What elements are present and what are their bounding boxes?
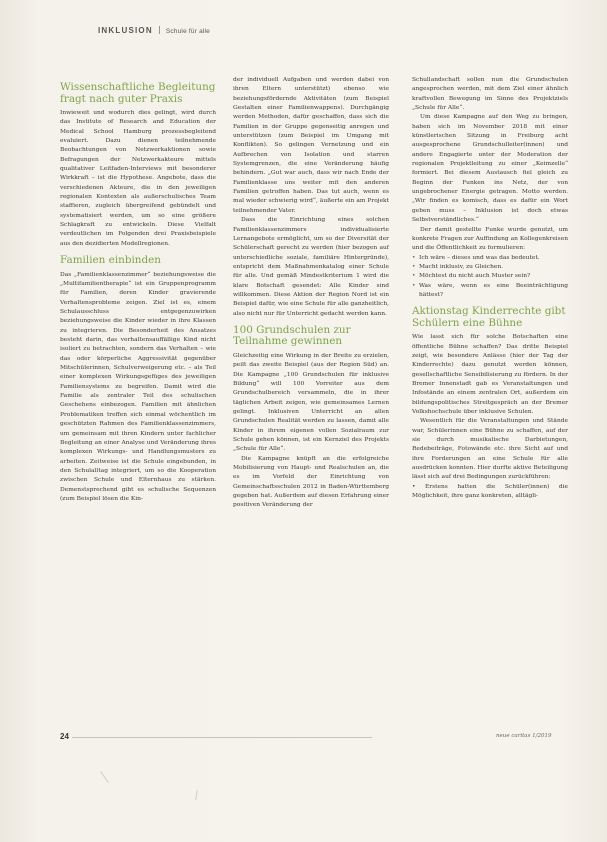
running-header: [98, 26, 210, 35]
question-list: [412, 254, 568, 301]
page-number: 24: [60, 732, 69, 741]
list-item: • Ich wäre – dieses und was das bedeutet.: [412, 254, 568, 263]
list-item: • Was wäre, wenn es eine Beeinträchtigung hättest?: [412, 282, 568, 301]
heading-scientific-support: Wissenschaftliche Begleitung fragt nach guter Praxis: [60, 81, 216, 105]
paragraph: • Erstens hatten die Schüler(innen) die Möglichkeit, ihre ganz konkreten, alltägli-: [412, 483, 568, 500]
column-2: [233, 76, 389, 511]
list-item: • Macht inklusiv, zu Gleichen.: [412, 263, 568, 272]
paragraph: Um diese Kampagne auf den Weg zu bringen, haben sich im November 2018 mit einer künstlerischen Sitzung in Freiburg acht ausgesprochene Grundschulleiter(innen) und andere Engagierte unter der Moderation der regionalen Projektleitung zu einer „Keimzelle“ formiert. Bei diesem Austausch fiel gleich zu Beginn der Funken ins Netz, der von ungebrochener Energie getragen. Motto werden. „Wir finden es komisch, dass es dafür ein Wort geben muss – Inklusion ist doch etwas Selbstverständliches.“: [412, 114, 568, 224]
paragraph: Inwieweit und wodurch dies gelingt, wird durch das Institute of Research and Education der Medical School Hamburg prozessbegleitend evaluiert. Dazu dienen teilnehmende Beobachtungen von Netzwerkaktionen sowie Befragungen der Netzwerkakteure mittels qualitativer Leitfaden-Interviews mit besonderer Wirkkraft – ist die Hypothese. Angebote, dass die verschiedenen Akteure, die in den jeweiligen regionalen Kontexten als außerschulisches Team staffieren, zugleich übergreifend gebündelt und systematisiert werden, um so eine größere Schlagkraft zu entwickeln. Diese Vielfalt verdeutlichen im Folgenden drei Praxisbeispiele aus den dezidierten Modellregionen.: [60, 110, 216, 247]
magazine-issue: neue caritas 1/2019: [496, 733, 552, 739]
heading-involve-families: Familien einbinden: [60, 254, 161, 267]
paragraph: Wie lasst sich für solche Botschaften eine öffentliche Bühne schaffen? Das dritte Beispiel zeigt, wie besondere Anlässe (hier der Tag der Kinderrechte) dazu genutzt werden können, gesellschaftliche Sensibilisierung zu fördern. In der Bremer Innenstadt gab es Veranstaltungen und Infostände an einem zentralen Ort, außerdem ein bildungspolitisches Streitgespräch an der Bremer Volkshochschule über inklusive Schulen.: [412, 334, 568, 415]
paragraph: Gleichzeitig eine Wirkung in der Breite zu erzielen, peilt das zweite Beispiel (aus der Region Süd) an. Die Kampagne „100 Grundschulen für inklusive Bildung“ will 100 Vorreiter aus dem Grundschulbereich versammeln, die in ihrer täglichen Arbeit zeigen, wie gemeinsames Lernen gelingt. Inklusiven Unterricht an allen Grundschulen Realität werden zu lassen, damit alle Kinder in ihrem eigenen vollen Sozialraum zur Schule gehen können, ist ein Kernziel des Projekts „Schule für Alle“.: [233, 352, 389, 453]
paragraph: Der damit gestellte Funke wurde genutzt, um konkrete Fragen zur Auffindung an Kollegenkreisen und die Öffentlichkeit zu formulieren:: [412, 226, 568, 252]
paragraph: Die Kampagne knüpft an die erfolgreiche Mobilisierung von Haupt- und Realschulen an, die es im Vorfeld der Einrichtung von Gemeinschaftsschulen 2012 in Baden-Württemberg gegeben hat. Außerdem auf diesen Erfahrung einer positiven Veränderung der: [233, 455, 389, 509]
header-divider: [159, 26, 160, 34]
footer-rule: [72, 737, 372, 738]
paragraph: Wesentlich für die Veranstaltungen und Stände war, Schülerinnen eine Bühne zu schaffen, auf der sie durch musikalische Darbietungen, Redebeiträge, Fotowände etc. ihre Sicht auf und ihre Forderungen an eine Schule für alle ausdrücken konnten. Hier durfte aktive Beteiligung lässt sich auf drei Bedingungen zurückführen:: [412, 418, 568, 481]
paragraph: Dass die Einrichtung eines solchen Familienklassenzimmers individualisierte Lernangebote ermöglicht, um so der Diversität der Schülerschaft gerecht zu werden (hier bezogen auf unterschiedliche soziale, familiäre Hintergründe), entspricht dem Maßnahmenkatalog einer Schule für alle. Und gemäß Mindestkriterium 1 wird die klare Botschaft gesendet: Alle Kinder sind willkommen. Diese Aktion der Region Nord ist ein Beispiel dafür, wie eine Schule für alle ganzheitlich, also nicht nur für Unterricht gedacht werden kann.: [233, 217, 389, 317]
section-label: INKLUSION: [98, 26, 153, 35]
section-subtitle: Schule für alle: [165, 28, 211, 35]
column-1: [60, 76, 216, 504]
paragraph: der individuell Aufgaben und werden dabei von ihren Eltern unterstützt) ebenso wie beziehungsfördernde Aktivitäten (zum Beispiel Gestalten einer Familienwappens). Durchgängig werden Methoden, dafür geschaffen, dass sich die Familien in der Gruppe gegenseitig anregen und unterstützen (zum Beispiel im Umgang mit Konflikten). So gelingen Vernetzung und ein Aufbrechen von Isolation und starren Systemgrenzen, die eine Veränderung häufig behindern. „Gut war auch, dass wir nach Ende der Familienklasse uns weiter mit den anderen Familien getroffen haben. Das tut auch, wenn es mal wieder schwierig wird“, äußerte ein am Projekt teilnehmender Vater.: [233, 77, 389, 214]
column-3: [412, 76, 568, 501]
heading-100-schools: 100 Grundschulen zur Teilnahme gewinnen: [233, 323, 351, 348]
list-item: • Möchtest du nicht auch Muster sein?: [412, 272, 568, 281]
paragraph: Das „Familienklassenzimmer“ beziehungsweise die „Multifamilientherapie“ ist ein Gruppenprogramm für Familien, deren Kinder gravierende Verhaltensprobleme zeigen. Ziel ist es, einem Schulausschluss entgegenzuwirken beziehungsweise die Kinder wieder in ihre Klassen zu integrieren. Die Besonderheit des Ansatzes besteht darin, das verhaltensauffällige Kind nicht isoliert zu betrachten, sondern das Verhalten – wie das oder körperliche Aggressivität gegenüber Mitschülerinnen, Schulverweigerung etc. – als Teil einer komplexen Wirkungsgefüges des jeweiligen Familiensystems zu begreifen. Damit wird die Familie als zentraler Teil des schulischen Geschehens einbezogen. Familien mit ähnlichen Problematiken treffen sich einmal wöchentlich im geschützten Rahmen des Familienklassenzimmers, um gemeinsam mit ihren Kindern unter fachlicher Begleitung an einer Analyse und Veränderung ihres komplexen Wirkungs- und Handlungsmusters zu arbeiten. Zeitweise ist die Schule eingebunden, in den Schulalltag integriert, um so die Kooperation zwischen Schule und Elternhaus zu stärken. Demenstsprechend gibt es schulische Sequenzen (zum Beispiel lösen die Kin-: [60, 271, 216, 502]
paper-scuff-mark: [100, 771, 109, 783]
paper-scuff-mark: [195, 790, 198, 800]
paragraph: Schullandschaft sollen nun die Grundschulen angesprochen werden, mit dem Ziel einer ähnlich kraftvollen Bewegung im Sinne des Projektziels „Schule für Alle“.: [412, 77, 568, 112]
heading-childrens-rights-day: Aktionstag Kinderrechte gibt Schülern eine Bühne: [412, 305, 566, 329]
